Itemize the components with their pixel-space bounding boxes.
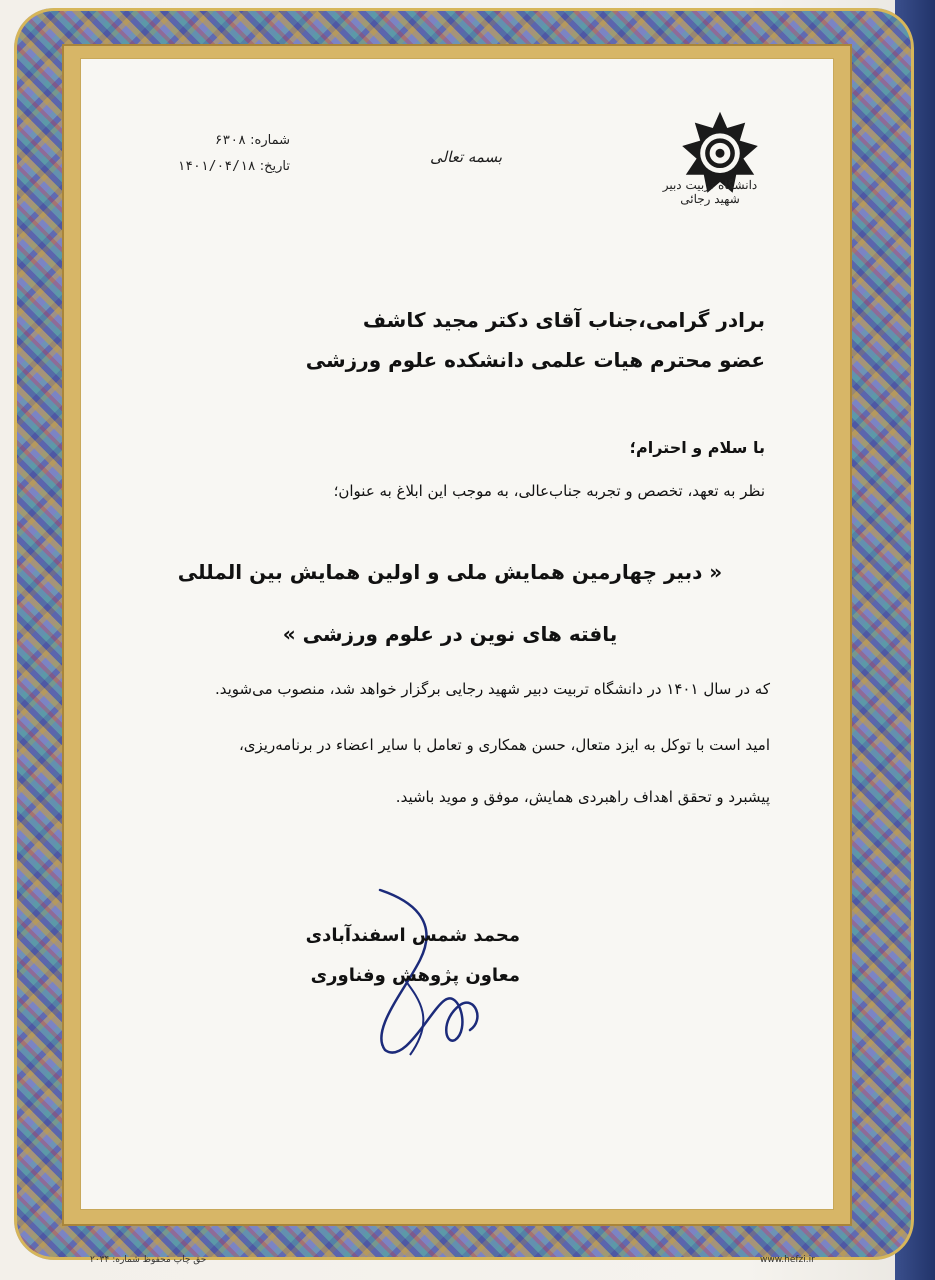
intro-text: نظر به تعهد، تخصص و تجربه جناب‌عالی، به موجب این ابلاغ به عنوان؛ [333,482,765,500]
recipient-line-2: عضو محترم هیات علمی دانشکده علوم ورزشی [305,348,765,372]
greeting: با سلام و احترام؛ [629,438,765,457]
letter-number [160,128,290,154]
footer-website: www.hefzi.ir [760,1255,815,1265]
body-paragraph-3: پیشبرد و تحقق اهداف راهبردی همایش، موفق و موید باشید. [395,788,770,806]
body-paragraph-1: که در سال ۱۴۰۱ در دانشگاه تربیت دبیر شهید رجایی برگزار خواهد شد، منصوب می‌شوید. [214,680,770,698]
letter-meta [160,128,290,180]
signer-name: محمد شمس اسفندآبادی [305,925,520,946]
appointment-title-line-2: یافته های نوین در علوم ورزشی » [282,622,618,646]
basmala: بسمه تعالی [430,148,503,166]
letter-date [160,154,290,180]
recipient-block [180,300,765,380]
date-label: تاریخ: [259,159,290,174]
appointment-title-line-1: « دبیر چهارمین همایش ملی و اولین همایش بین المللی [177,560,723,584]
signer-role: معاون پژوهش وفناوری [310,965,520,986]
logo-caption: دانشگاه تربیت دبیر شهید رجائی [662,178,758,206]
body-paragraph-2: امید است با توکل به ایزد متعال، حسن همکاری و تعامل با سایر اعضاء در برنامه‌ریزی، [238,736,770,754]
date-value: ۱۴۰۱/۰۴/۱۸ [177,159,256,174]
number-label: شماره: [250,133,290,148]
footer-copyright: حق چاپ محفوظ شماره: ۲۰۳۴ [90,1255,207,1265]
number-value: ۶۳۰۸ [214,133,247,148]
recipient-line-1: برادر گرامی،جناب آقای دکتر مجید کاشف [362,308,765,332]
